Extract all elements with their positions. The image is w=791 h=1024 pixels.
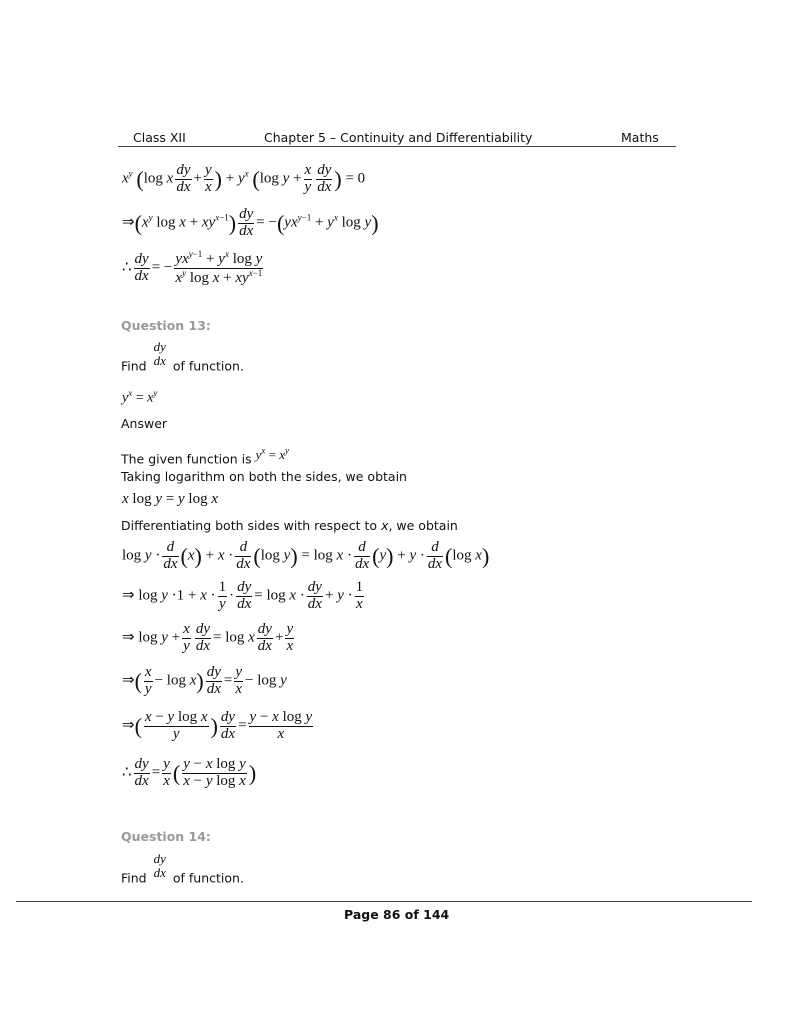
prompt-find-text: Find	[121, 358, 147, 374]
dy-dx-fraction: dy dx	[153, 851, 166, 880]
question-13-label: Question 13:	[121, 318, 211, 333]
given-function-text: The given function is	[121, 451, 252, 467]
derivation-result: ∴ $\frac{dy}{dx}$ = $\frac{y}{x}$ ( $\frac{\text{y − x log y}}{\text{x − y log x}}$ )	[122, 756, 257, 789]
derivation-step-3: ⇒ log y + $\frac{x}{y}$ $\frac{dy}{dx}$ = log x $\frac{dy}{dx}$ + $\frac{y}{x}$	[122, 621, 294, 654]
footer-rule	[16, 901, 752, 902]
chapter-title: Chapter 5 – Continuity and Differentiability	[264, 130, 533, 145]
taking-log-text: Taking logarithm on both the sides, we obtain	[121, 469, 407, 484]
prompt-suffix-text: of function.	[172, 358, 244, 374]
dy-dx-fraction: dy dx	[153, 339, 166, 368]
derivation-step-5: ⇒( $\frac{\text{x − y log x}}{y}$ ) $\frac{dy}{dx}$ = $\frac{\text{y − x log y}}{x}$	[122, 709, 313, 742]
derivation-step-1: log y · $\frac{d}{dx}$ (x) + x · $\frac{d}{dx}$ (log y) = log x · $\frac{d}{dx}$ (y) + y · $\frac{d}{dx}$ (log x)	[122, 539, 490, 572]
question-13-prompt	[121, 340, 244, 374]
answer-label: Answer	[121, 416, 168, 431]
question-14-label: Question 14:	[121, 829, 211, 844]
equation-result-12: ∴ $\frac{dy}{dx}$ = − $\frac{yx^{y-1} + y^x \log y}{x^y \log x + xy^{x-1}}$	[122, 249, 263, 286]
page-number: Page 86 of 144	[344, 907, 450, 922]
equation-continued-1: $x^y$ (log x $\frac{dy}{dx}$ + $\frac{y}{x}$ ) + $y^x$ (log y + $\frac{x}{y}$ $\frac{dy}{dx}$ ) = 0	[122, 162, 366, 195]
derivation-step-2: ⇒ log y ·1 + x · $\frac{1}{y}$ · $\frac{dy}{dx}$ = log x · $\frac{dy}{dx}$ + y · $\frac{1}{x}$	[122, 579, 364, 612]
differentiating-line: Differentiating both sides with respect to x, we obtain	[121, 518, 458, 533]
class-label: Class XII	[133, 130, 186, 145]
header-rule	[118, 146, 676, 147]
equation-continued-2: $\Rightarrow(x^y$ $\log x + xy^{x-1}$) $\frac{dy}{dx}$ = $-(yx^{y-1} + y^x$ log y)	[122, 206, 379, 239]
given-function-line: The given function is $y^x = x^y$	[121, 446, 290, 467]
question-14-prompt	[121, 852, 244, 886]
prompt-find-text: Find	[121, 870, 147, 886]
subject-label: Maths	[621, 130, 659, 145]
prompt-suffix-text: of function.	[172, 870, 244, 886]
derivation-step-4: ⇒( $\frac{x}{y}$ − log x) $\frac{dy}{dx}$ = $\frac{y}{x}$ − log y	[122, 664, 287, 697]
question-13-function: $y^x = x^y$	[122, 388, 158, 406]
log-equation: x log y = y log x	[122, 491, 218, 507]
